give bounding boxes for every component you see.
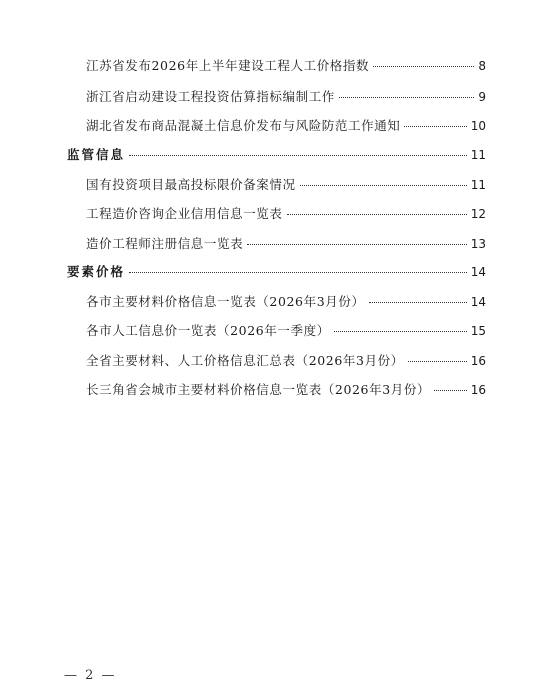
toc-leader-dots <box>369 302 467 303</box>
toc-leader-dots <box>408 361 467 362</box>
toc-entry-page: 14 <box>470 295 486 309</box>
toc-entry[interactable] <box>86 323 486 339</box>
toc-leader-dots <box>404 126 466 127</box>
toc-leader-dots <box>247 244 467 245</box>
toc-leader-dots <box>129 155 467 156</box>
toc-entry[interactable] <box>86 353 486 369</box>
toc-section-page: 14 <box>470 265 486 279</box>
toc-entry-page: 15 <box>470 324 486 338</box>
toc-entry-title: 浙江省启动建设工程投资估算指标编制工作 <box>86 89 335 104</box>
toc-entry-page: 12 <box>470 207 486 221</box>
toc-entry-title: 江苏省发布2026年上半年建设工程人工价格指数 <box>86 58 370 73</box>
page-number: — 2 — <box>64 668 117 683</box>
toc-entry[interactable] <box>86 89 486 105</box>
toc-entry-title: 湖北省发布商品混凝土信息价发布与风险防范工作通知 <box>86 118 401 133</box>
toc-entry-page: 13 <box>470 237 486 251</box>
toc-entry-title: 各市人工信息价一览表（2026年一季度） <box>86 323 330 338</box>
toc-entry-page: 16 <box>470 354 486 368</box>
toc-entry-title: 工程造价咨询企业信用信息一览表 <box>86 206 283 221</box>
toc-entry-page: 8 <box>478 59 486 73</box>
toc-entry-title: 国有投资项目最高投标限价备案情况 <box>86 177 296 192</box>
toc-section-title: 要素价格 <box>67 264 126 279</box>
toc-entry[interactable] <box>86 236 486 252</box>
toc-entry-page: 10 <box>470 119 486 133</box>
toc-leader-dots <box>334 331 467 332</box>
toc-leader-dots <box>339 97 474 98</box>
toc-leader-dots <box>129 272 467 273</box>
toc-leader-dots <box>373 66 474 67</box>
toc-entry-page: 9 <box>478 90 486 104</box>
toc-section-title: 监管信息 <box>67 147 126 162</box>
toc-entry-title: 各市主要材料价格信息一览表（2026年3月份） <box>86 294 365 309</box>
toc-leader-dots <box>287 214 467 215</box>
toc-section-page: 11 <box>470 148 486 162</box>
toc-leader-dots <box>300 185 467 186</box>
toc-entry[interactable] <box>86 206 486 222</box>
toc-entry-page: 16 <box>470 383 486 397</box>
toc-section[interactable] <box>67 264 486 280</box>
toc-entry-title: 长三角省会城市主要材料价格信息一览表（2026年3月份） <box>86 382 431 397</box>
toc-entry-page: 11 <box>470 178 486 192</box>
toc-entry[interactable] <box>86 118 486 134</box>
toc-entry[interactable] <box>86 177 486 193</box>
toc-section[interactable] <box>67 147 486 163</box>
toc-entry[interactable] <box>86 58 486 74</box>
toc-entry[interactable] <box>86 382 486 398</box>
toc-leader-dots <box>434 390 467 391</box>
toc-entry[interactable] <box>86 294 486 310</box>
toc-entry-title: 造价工程师注册信息一览表 <box>86 236 244 251</box>
toc-entry-title: 全省主要材料、人工价格信息汇总表（2026年3月份） <box>86 353 404 368</box>
